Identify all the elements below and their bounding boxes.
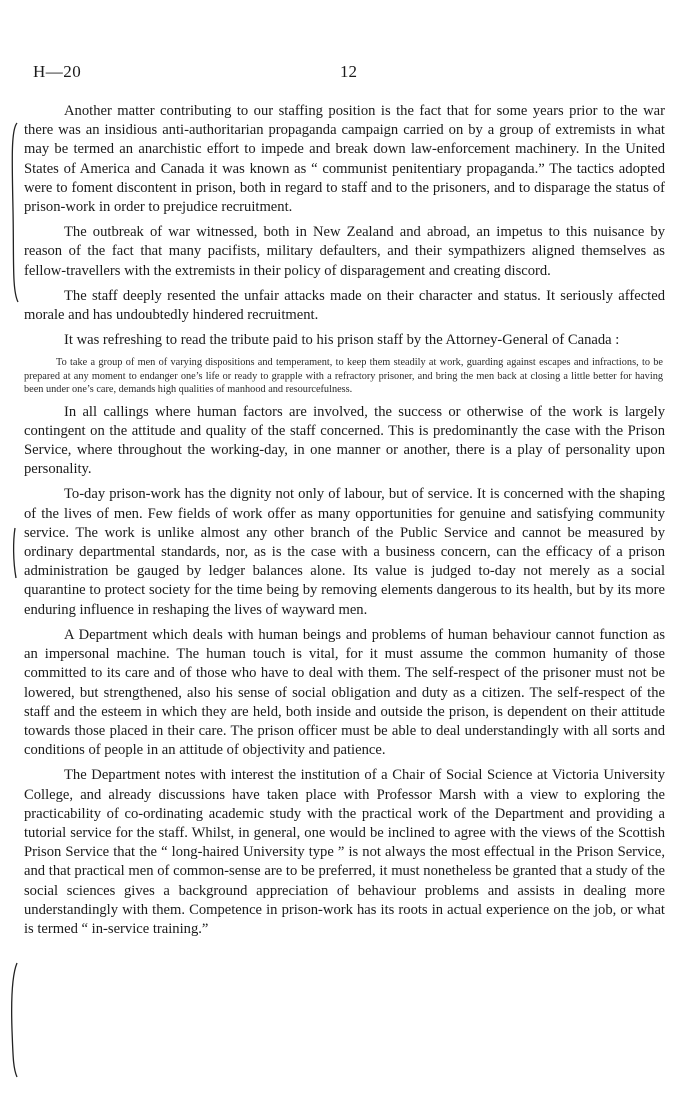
paragraph: Another matter contributing to our staffing position is the fact that for some years prior to the war there was an insidious anti-authoritarian propaganda campaign carried on by a group of extremists in what may be termed an anarchistic effort to impede and break down law-enforcement machinery. In the United States of America and Canada it was known as “ communist penitentiary propaganda.” The tactics adopted were to foment discontent in prison, both in regard to staff and to the prisoners, and to disparage the status of prison-work in order to prejudice recruitment. bbox=[24, 103, 665, 216]
paragraph: The outbreak of war witnessed, both in New Zealand and abroad, an impetus to this nuisance by reason of the fact that many pacifists, military defaulters, and their sympathizers aligned themselves as fellow-travellers with the extremists in their policy of disparagement and creating discord. bbox=[24, 224, 665, 279]
paragraph: A Department which deals with human beings and problems of human behaviour cannot function as an impersonal machine. The human touch is vital, for it must assume the common humanity of those committed to its care and of those who have to deal with them. The self-respect of the prisoner must not be lowered, but strengthened, also his sense of social obligation and duty as a citizen. The self-respect of the staff and the esteem in which they are held, both inside and outside the prison, is dependent on their attitude towards those placed in their care. The prison officer must be able to deal understandingly with all sorts and conditions of people in an attitude of objectivity and patience. bbox=[24, 626, 665, 759]
margin-mark-line-2 bbox=[10, 526, 22, 581]
paragraph: The staff deeply resented the unfair attacks made on their character and status. It seriously affected morale and has undoubtedly hindered recruitment. bbox=[24, 287, 665, 324]
page-number: 12 bbox=[340, 62, 357, 81]
paragraph: To-day prison-work has the dignity not only of labour, but of service. It is concerned with the shaping of the lives of men. Few fields of work offer as many opportunities for genuine and satisfying community service. The work is unlike almost any other branch of the Public Service and cannot be measured by ordinary departmental standards, nor, as is the case with a business concern, can the efficacy of a prison administration be gauged by ledger balances alone. Its value is judged to-day not merely as a social quarantine to protect society for the time being by removing elements dangerous to its health, but by its more enduring influence in reshaping the lives of wayward men. bbox=[24, 486, 665, 618]
margin-mark-bracket-1 bbox=[8, 120, 20, 305]
document-code: H—20 bbox=[33, 62, 82, 81]
paragraph: It was refreshing to read the tribute paid to his prison staff by the Attorney-General of Canada : bbox=[64, 332, 620, 349]
block-quote: To take a group of men of varying dispositions and temperament, to keep them steadily at work, guarding against escapes and infractions, to be prepared at any moment to endanger one’s life or ready to grapple with a refractory prisoner, and bring the men back at closing a little better for having been under one’s care, demands high qualities of manhood and resourcefulness. bbox=[24, 357, 663, 396]
paragraph: The Department notes with interest the institution of a Chair of Social Science at Victoria University College, and already discussions have taken place with Professor Marsh with a view to exploring the practicability of co-ordinating academic study with the practical work of the Department and providing a tutorial service for the staff. Whilst, in general, one would be inclined to agree with the views of the Scottish Prison Service that the “ long-haired University type ” is not always the most effectual in the Prison Service, and that practical men of common-sense are to be preferred, it must nonetheless be granted that a study of the social sciences gives a background appreciation of behaviour problems and assists in dealing more understandingly with them. Competence in prison-work has its roots in actual experience on the job, or what is termed “ in-service training.” bbox=[24, 767, 665, 937]
paragraph: In all callings where human factors are involved, the success or otherwise of the work is largely contingent on the attitude and quality of the staff concerned. This is predominantly the case with the Prison Service, where throughout the working-day, in one manner or another, there is a play of personality upon personality. bbox=[24, 403, 665, 478]
body-text bbox=[24, 102, 665, 945]
margin-mark-bracket-3 bbox=[8, 960, 20, 1080]
page-header bbox=[33, 62, 673, 86]
